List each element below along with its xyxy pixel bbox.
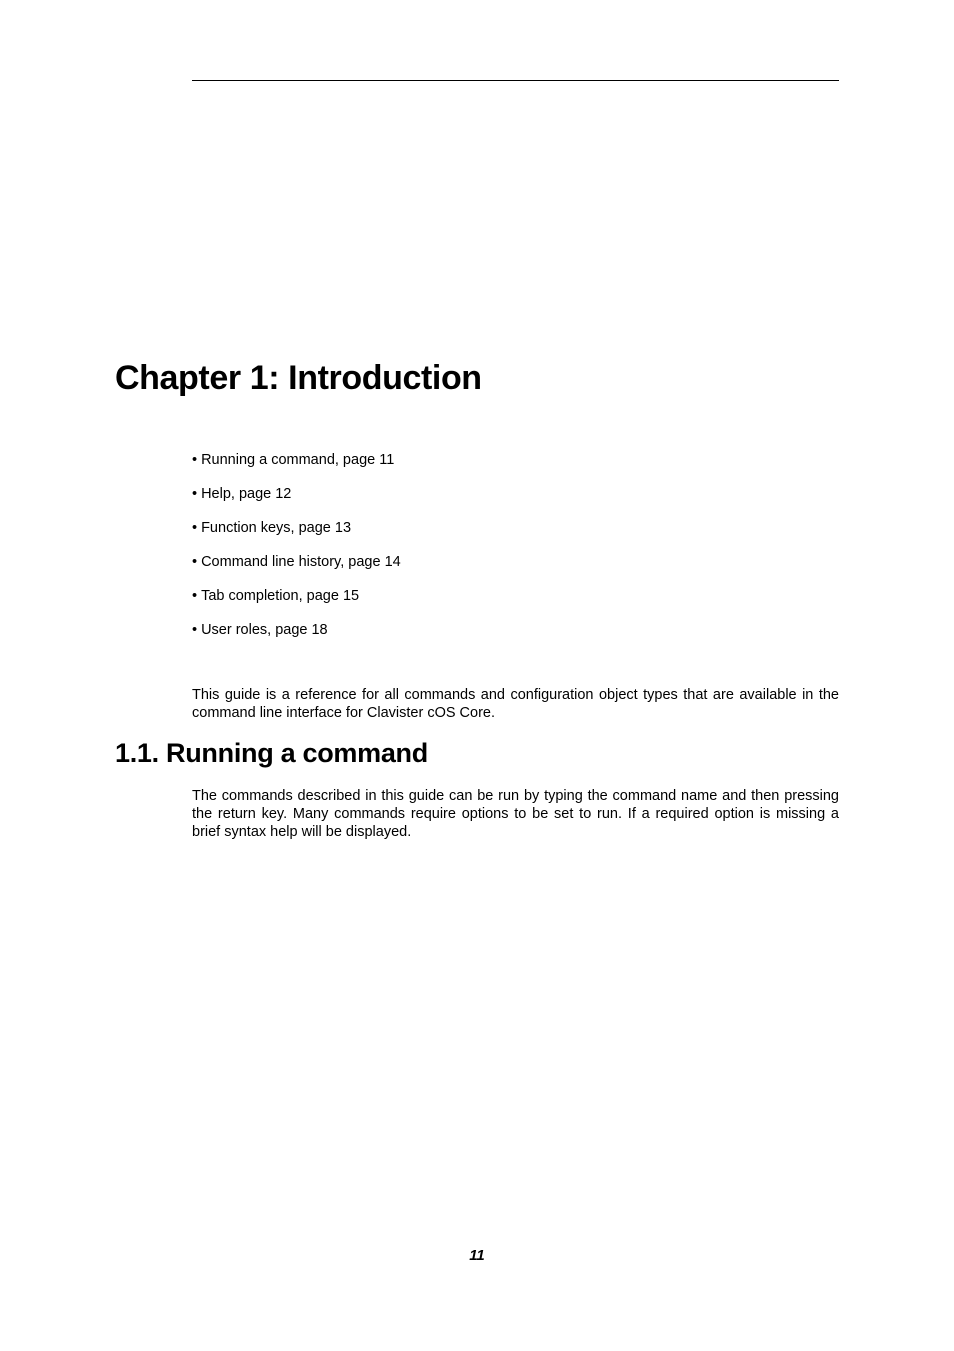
toc-item-label: Tab completion, page 15	[201, 588, 360, 604]
bullet-icon: •	[192, 554, 198, 570]
toc-item-tab-completion[interactable]	[192, 586, 401, 606]
toc-item-running-a-command[interactable]	[192, 450, 401, 470]
toc-item-user-roles[interactable]	[192, 620, 401, 640]
bullet-icon: •	[192, 486, 198, 502]
toc-item-label: Command line history, page 14	[201, 554, 401, 570]
page-number: 11	[469, 1247, 485, 1264]
section-title: 1.1. Running a command	[115, 738, 428, 768]
bullet-icon: •	[192, 622, 198, 638]
header-rule	[192, 80, 839, 81]
intro-paragraph: This guide is a reference for all commands and configuration object types that are available in the command line interface for Clavister cOS Core.	[192, 687, 839, 721]
toc-item-function-keys[interactable]	[192, 518, 401, 538]
toc-item-label: Running a command, page 11	[201, 452, 395, 468]
toc-item-command-line-history[interactable]	[192, 552, 401, 572]
bullet-icon: •	[192, 452, 198, 468]
toc-item-label: Help, page 12	[201, 486, 292, 502]
toc-item-help[interactable]	[192, 484, 401, 504]
chapter-title: Chapter 1: Introduction	[115, 359, 482, 397]
chapter-toc	[192, 450, 401, 654]
bullet-icon: •	[192, 588, 198, 604]
toc-item-label: Function keys, page 13	[201, 520, 352, 536]
section-paragraph: The commands described in this guide can be run by typing the command name and then pressing the return key. Many commands require options to be set to run. If a required option is missing a brief syntax help will be displayed.	[192, 788, 839, 840]
bullet-icon: •	[192, 520, 198, 536]
toc-item-label: User roles, page 18	[201, 622, 328, 638]
